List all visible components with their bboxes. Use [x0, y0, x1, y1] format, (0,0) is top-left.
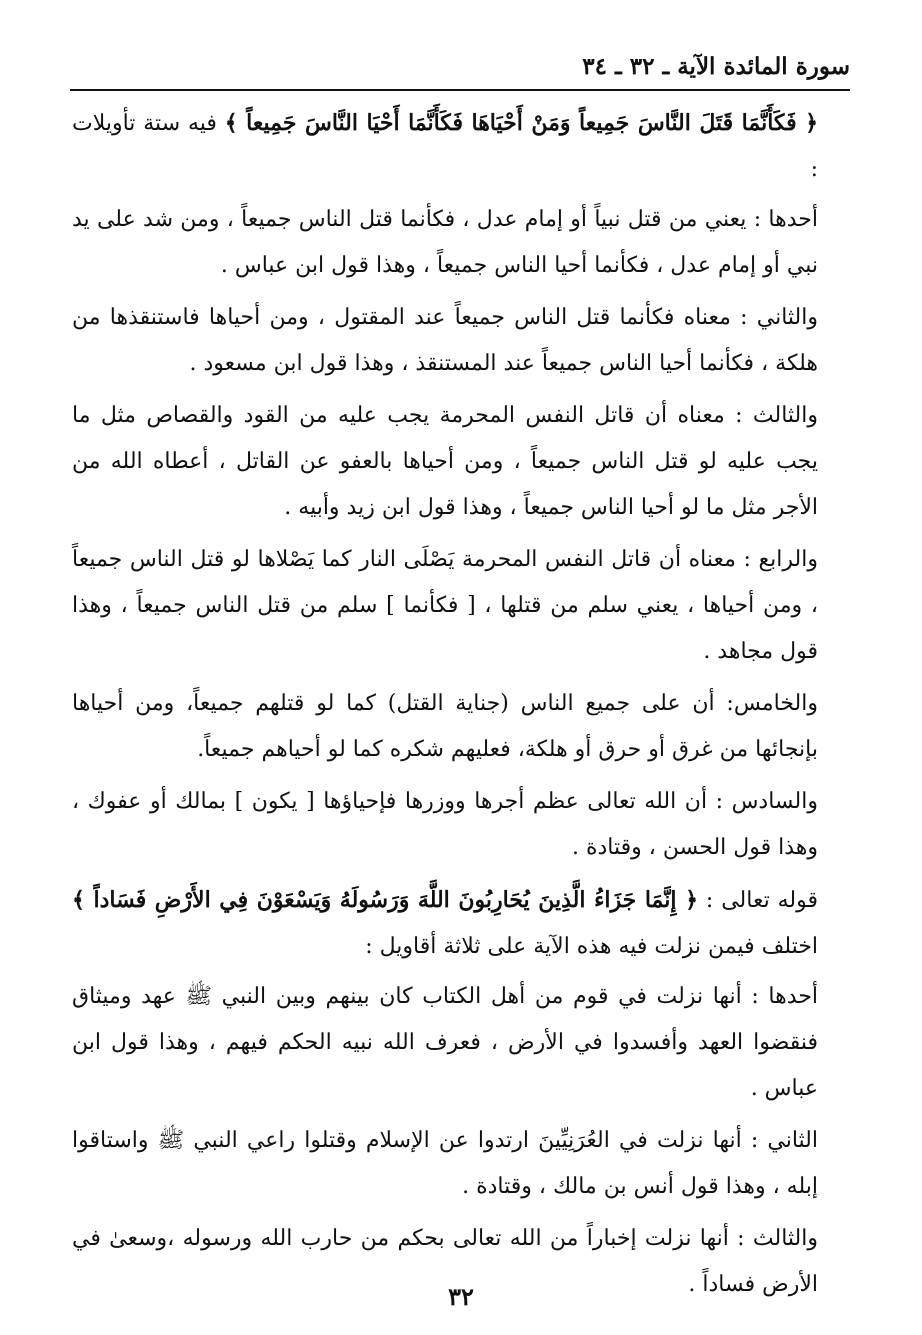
- interpretation-paragraph: الثاني : أنها نزلت في العُرَنِيِّينَ ارتدوا عن الإسلام وقتلوا راعي النبي ﷺ واستاقوا إبله ، وهذا قول أنس بن مالك ، وقتادة .: [72, 1128, 819, 1199]
- interpretation-paragraph: والثاني : معناه فكأنما قتل الناس جميعاً عند المقتول ، ومن أحياها فاستنقذها من هلكة ، فكأنما أحيا الناس جميعاً عند المستنقذ ، وهذا قول ابن مسعود .: [72, 305, 818, 376]
- header-rule: [70, 89, 850, 91]
- interpretation-paragraph: والرابع : معناه أن قاتل النفس المحرمة يَصْلَى النار كما يَصْلاها لو قتل الناس جميعاً ، ومن أحياها ، يعني سلم من قتلها ، [ فكأنما ] سلم من قتل الناس جميعاً ، وهذا قول مجاهد .: [72, 547, 818, 664]
- verse-intro: فيه ستة تأويلات :: [72, 111, 818, 182]
- interpretation-paragraph: والثالث : معناه أن قاتل النفس المحرمة يجب عليه من القود والقصاص مثل ما يجب عليه لو قتل الناس جميعاً ، ومن أحياها بالعفو عن القاتل ، أعطاه الله من الأجر مثل ما لو أحيا الناس جميعاً ، وهذا قول ابن زيد وأبيه .: [72, 403, 818, 520]
- interpretation-paragraph: والثالث : أنها نزلت إخباراً من الله تعالى بحكم من حارب الله ورسوله ،وسعىٰ في الأرض فساداً .: [72, 1226, 818, 1297]
- interpretation-paragraph: أحدها : أنها نزلت في قوم من أهل الكتاب كان بينهم وبين النبي ﷺ عهد وميثاق فنقضوا العهد وأفسدوا في الأرض ، فعرف الله نبيه الحكم فيهم ، وهذا قول ابن عباس .: [72, 984, 818, 1101]
- running-header: سورة المائدة الآية ـ ٣٢ ـ ٣٤: [582, 53, 850, 80]
- interpretation-paragraph: والسادس : أن الله تعالى عظم أجرها ووزرها فإحياؤها [ يكون ] بمالك أو عفوك ، وهذا قول الحسن ، وقتادة .: [72, 789, 818, 860]
- verse-32-paragraph: [72, 100, 818, 193]
- commentary-body: [72, 100, 818, 1314]
- verse-lead: قوله تعالى :: [697, 888, 818, 913]
- verse-intro: اختلف فيمن نزلت فيه هذه الآية على ثلاثة أقاويل :: [365, 934, 818, 959]
- quran-quote: ﴿ فَكَأَنَّمَا قَتَلَ النَّاسَ جَمِيعاً وَمَنْ أَحْيَاهَا فَكَأَنَّمَا أَحْيَا النَّاسَ جَمِيعاً ﴾: [224, 110, 818, 136]
- quran-quote: ﴿ إِنَّمَا جَزَاءُ الَّذِينَ يُحَارِبُونَ اللَّهَ وَرَسُولَهُ وَيَسْعَوْنَ فِي الأَرْضِ فَسَاداً ﴾: [72, 887, 698, 913]
- interpretation-paragraph: والخامس: أن على جميع الناس (جناية القتل) كما لو قتلهم جميعاً، ومن أحياها بإنجائها من غرق أو حرق أو هلكة، فعليهم شكره كما لو أحياهم جميعاً.: [72, 691, 818, 762]
- page-number: ٣٢: [448, 1282, 474, 1311]
- interpretation-paragraph: أحدها : يعني من قتل نبياً أو إمام عدل ، فكأنما قتل الناس جميعاً ، ومن شد على يد نبي أو إمام عدل ، فكأنما أحيا الناس جميعاً ، وهذا قول ابن عباس .: [72, 207, 818, 278]
- verse-33-paragraph: [72, 877, 818, 970]
